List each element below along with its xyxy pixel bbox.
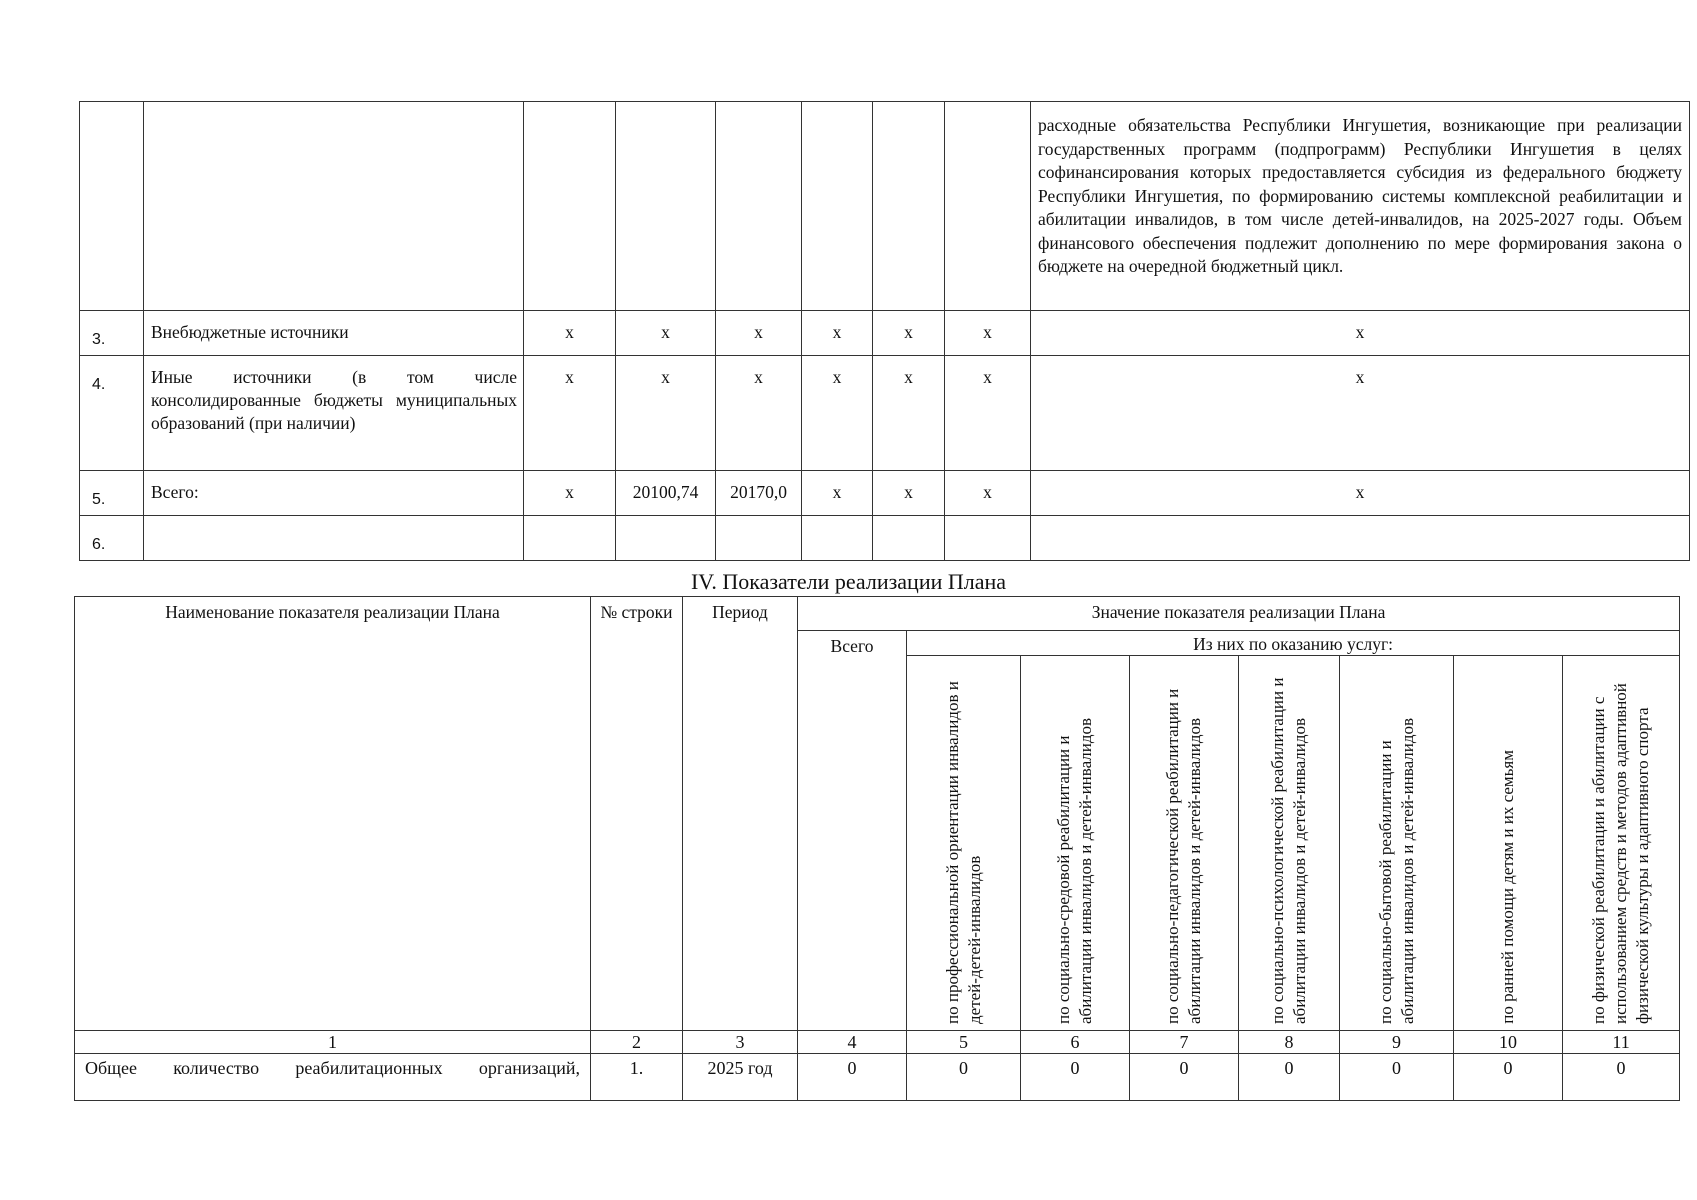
- table-row: [80, 356, 1690, 471]
- indicator-value: 0: [907, 1054, 1021, 1101]
- column-number: 1: [75, 1031, 591, 1054]
- table-cell: х: [873, 471, 945, 516]
- header-value: Значение показателя реализации Плана: [798, 597, 1680, 631]
- table-cell: [802, 102, 873, 311]
- header-of-which: Из них по оказанию услуг:: [907, 631, 1680, 656]
- header-period: Период: [683, 597, 798, 1031]
- table-cell: [616, 516, 716, 561]
- header-service: [1563, 656, 1680, 1031]
- table-cell: х: [1031, 356, 1690, 471]
- indicator-period: 2025 год: [683, 1054, 798, 1101]
- table-cell: х: [524, 471, 616, 516]
- indicator-value: 0: [1130, 1054, 1239, 1101]
- header-indicator-name: Наименование показателя реализации Плана: [75, 597, 591, 1031]
- indicator-value: 0: [1563, 1054, 1680, 1101]
- table-cell: х: [802, 471, 873, 516]
- table-cell: х: [802, 356, 873, 471]
- table-cell: [945, 516, 1031, 561]
- row-number: 6.: [80, 516, 144, 561]
- header-service-label: по профессиональной ориентации инвалидов и детей-детей-инвалидов: [942, 681, 984, 1024]
- indicator-value: 0: [798, 1054, 907, 1101]
- table-cell: 20170,0: [716, 471, 802, 516]
- indicator-row-number: 1.: [591, 1054, 683, 1101]
- header-service: [1239, 656, 1340, 1031]
- header-total: Всего: [798, 631, 907, 1031]
- table-cell: х: [716, 311, 802, 356]
- header-row: [75, 597, 1680, 631]
- indicator-value: 0: [1021, 1054, 1130, 1101]
- table-row: [80, 311, 1690, 356]
- table-cell: [945, 102, 1031, 311]
- section-title: IV. Показатели реализации Плана: [690, 569, 1007, 594]
- source-name: Всего:: [144, 471, 524, 516]
- table-cell: х: [616, 311, 716, 356]
- table-cell: [716, 516, 802, 561]
- row-number: 4.: [80, 356, 144, 471]
- table-row: [75, 1054, 1680, 1101]
- table-cell: [524, 102, 616, 311]
- header-service-label: по социально-педагогической реабилитации и абилитации инвалидов и детей-инвалидов: [1163, 688, 1204, 1024]
- table-row: [80, 102, 1690, 311]
- table-cell: х: [945, 311, 1031, 356]
- table-cell: [802, 516, 873, 561]
- header-service-label: по ранней помощи детям и их семьям: [1498, 750, 1517, 1024]
- table-cell: [873, 102, 945, 311]
- indicators-table: [74, 596, 1680, 1101]
- table-cell: х: [945, 356, 1031, 471]
- table-cell: х: [873, 356, 945, 471]
- funding-note: расходные обязательства Республики Ингушетия, возникающие при реализации государственных программ (подпрограмм) Республики Ингушетия в целях софинансирования которых предоставляется субсидия из федерального бюджету Республики Ингушетия, по формированию системы комплексной реабилитации и абилитации инвалидов, в том числе детей-инвалидов, на 2025-2027 годы. Объем финансового обеспечения подлежит дополнению по мере формирования закона о бюджете на очередной бюджетный цикл.: [1031, 102, 1690, 311]
- column-number: 3: [683, 1031, 798, 1054]
- table-cell: х: [524, 311, 616, 356]
- header-service-label: по социально-средовой реабилитации и абилитации инвалидов и детей-инвалидов: [1054, 717, 1095, 1024]
- header-service: [1130, 656, 1239, 1031]
- table-cell: [873, 516, 945, 561]
- column-number: 6: [1021, 1031, 1130, 1054]
- column-number: 10: [1454, 1031, 1563, 1054]
- table-cell: х: [1031, 311, 1690, 356]
- column-number: 7: [1130, 1031, 1239, 1054]
- table-cell: [144, 102, 524, 311]
- row-number: 3.: [80, 311, 144, 356]
- table-cell: [616, 102, 716, 311]
- indicator-name: Общее количество реабилитационных организаций,: [75, 1054, 591, 1101]
- table-cell: [524, 516, 616, 561]
- header-service-label: по социально-психологической реабилитации и абилитации инвалидов и детей-инвалидов: [1268, 677, 1309, 1024]
- table-cell: х: [524, 356, 616, 471]
- table-cell: [80, 102, 144, 311]
- table-cell: х: [802, 311, 873, 356]
- table-cell: 20100,74: [616, 471, 716, 516]
- header-service-label: по физической реабилитации и абилитации с использованием средств и методов адаптивной физической культуры и адаптивного спорта: [1589, 683, 1653, 1024]
- table-cell: х: [616, 356, 716, 471]
- table-row: [80, 471, 1690, 516]
- row-number: 5.: [80, 471, 144, 516]
- table-cell: [716, 102, 802, 311]
- column-number: 5: [907, 1031, 1021, 1054]
- table-row: [80, 516, 1690, 561]
- table-cell: [1031, 516, 1690, 561]
- header-service-label: по социально-бытовой реабилитации и абилитации инвалидов и детей-инвалидов: [1375, 717, 1417, 1024]
- source-name: Внебюджетные источники: [144, 311, 524, 356]
- column-number: 4: [798, 1031, 907, 1054]
- indicator-value: 0: [1239, 1054, 1340, 1101]
- column-number-row: [75, 1031, 1680, 1054]
- header-service: [1340, 656, 1454, 1031]
- header-row-number: № строки: [591, 597, 683, 1031]
- funding-table: [79, 101, 1690, 561]
- column-number: 2: [591, 1031, 683, 1054]
- table-cell: х: [945, 471, 1031, 516]
- header-service: [1021, 656, 1130, 1031]
- header-service: [1454, 656, 1563, 1031]
- column-number: 11: [1563, 1031, 1680, 1054]
- table-cell: х: [716, 356, 802, 471]
- column-number: 8: [1239, 1031, 1340, 1054]
- source-name: Иные источники (в том числе консолидированные бюджеты муниципальных образований (при наличии): [144, 356, 524, 471]
- header-service: [907, 656, 1021, 1031]
- source-name: [144, 516, 524, 561]
- table-cell: х: [1031, 471, 1690, 516]
- table-cell: х: [873, 311, 945, 356]
- indicator-value: 0: [1340, 1054, 1454, 1101]
- indicator-value: 0: [1454, 1054, 1563, 1101]
- column-number: 9: [1340, 1031, 1454, 1054]
